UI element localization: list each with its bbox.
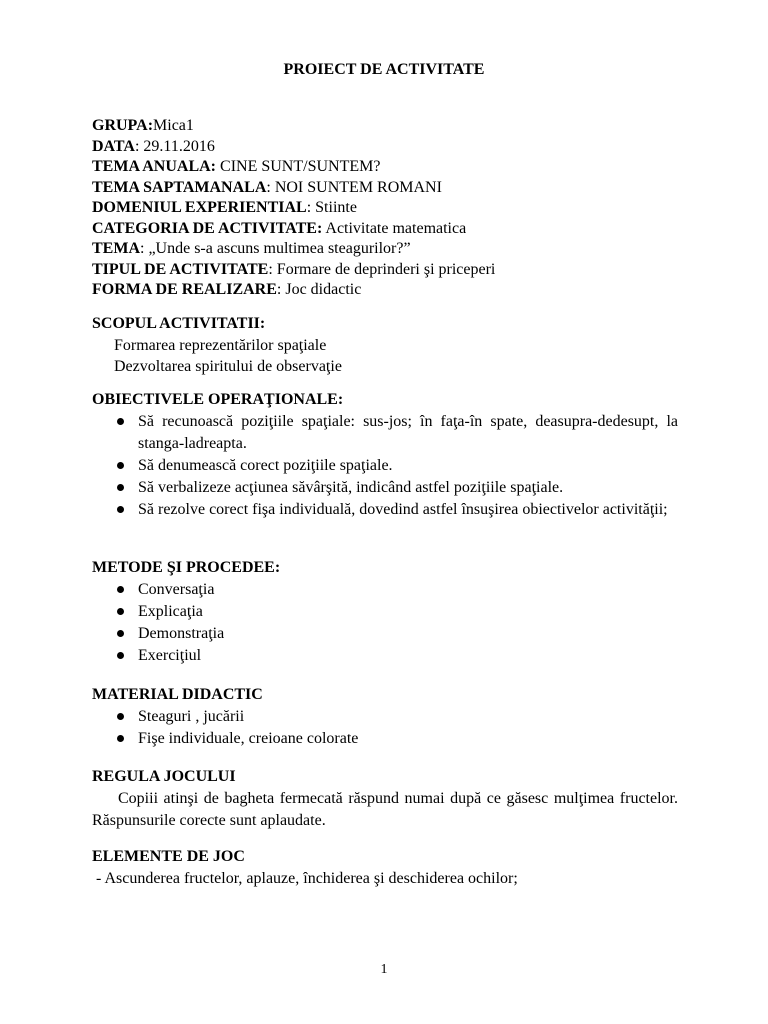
section-heading: ELEMENTE DE JOC [92, 848, 245, 865]
document-title: PROIECT DE ACTIVITATE [283, 61, 485, 78]
info-value: : Formare de deprinderi şi priceperi [268, 260, 496, 278]
info-tipul [92, 260, 678, 281]
section-regula [92, 766, 678, 832]
section-heading: METODE ŞI PROCEDEE: [92, 559, 281, 576]
info-label: GRUPA: [92, 117, 154, 134]
info-label: CATEGORIA DE ACTIVITATE: [92, 219, 323, 237]
section-metode [92, 557, 678, 667]
list-item-text: Conversaţia [138, 581, 215, 598]
info-value: : NOI SUNTEM ROMANI [266, 178, 442, 196]
info-forma [92, 280, 678, 301]
info-grupa [92, 116, 678, 137]
list-item-text: Să denumească corect poziţiile spaţiale. [138, 457, 393, 474]
section-heading: REGULA JOCULUI [92, 768, 236, 785]
scopul-line: Formarea reprezentărilor spaţiale [114, 337, 327, 354]
bullet-icon [117, 462, 124, 469]
list-item-text: Să recunoască poziţiile spaţiale: sus-jos; în faţa-în spate, deasupra-dedesupt, la stanga-ladreapta. [138, 413, 678, 452]
info-value: Mica1 [153, 117, 194, 134]
bullet-icon [117, 630, 124, 637]
section-heading: MATERIAL DIDACTIC [92, 686, 263, 703]
info-value: Activitate matematica [322, 219, 467, 237]
list-item [92, 477, 678, 499]
section-elemente [92, 846, 678, 890]
bullet-icon [117, 735, 124, 742]
info-label: DOMENIUL EXPERIENTIAL [92, 199, 307, 216]
info-value: : Joc didactic [276, 281, 362, 298]
info-value: CINE SUNT/SUNTEM? [216, 158, 381, 175]
bullet-icon [117, 608, 124, 615]
info-block [92, 116, 678, 301]
info-label: TEMA SAPTAMANALA [92, 178, 267, 196]
bullet-icon [117, 506, 124, 513]
bullet-icon [117, 418, 124, 425]
list-item-text: Fişe individuale, creioane colorate [138, 730, 359, 747]
section-obiective [92, 389, 678, 521]
list-item [92, 579, 678, 601]
material-list [92, 706, 678, 750]
elemente-text: - Ascunderea fructelor, aplauze, închiderea şi deschiderea ochilor; [92, 870, 518, 887]
list-item-text: Explicaţia [138, 603, 203, 620]
info-label: TEMA [92, 240, 140, 257]
list-item [92, 411, 678, 455]
list-item [92, 645, 678, 667]
info-tema [92, 239, 678, 260]
info-value: : „Unde s-a ascuns multimea steagurilor?” [140, 240, 411, 257]
list-item-text: Să verbalizeze acţiunea săvârşită, indicând astfel poziţiile spaţiale. [138, 479, 564, 496]
info-tema-saptamanala [92, 178, 678, 199]
bullet-icon [117, 713, 124, 720]
list-item-text: Demonstraţia [138, 625, 225, 642]
obiective-list [92, 411, 678, 521]
list-item [92, 728, 678, 750]
list-item [92, 601, 678, 623]
list-item-text: Exerciţiul [138, 647, 202, 664]
info-tema-anuala [92, 157, 678, 178]
info-data [92, 137, 678, 158]
info-domeniul [92, 198, 678, 219]
section-material [92, 684, 678, 750]
info-label: DATA [92, 137, 135, 155]
metode-list [92, 579, 678, 667]
info-label: TEMA ANUALA: [92, 158, 217, 175]
section-heading: OBIECTIVELE OPERAŢIONALE: [92, 391, 344, 408]
info-value: : 29.11.2016 [134, 137, 215, 155]
bullet-icon [117, 652, 124, 659]
page-number: 1 [380, 962, 388, 977]
regula-text: Copiii atinşi de bagheta fermecată răspund numai după ce găsesc mulţimea fructelor. Răspunsurile corecte sunt aplaudate. [92, 790, 678, 829]
list-item-text: Să rezolve corect fişa individuală, dovedind astfel însuşirea obiectivelor activităţii; [138, 501, 668, 518]
list-item [92, 623, 678, 645]
info-value: : Stiinte [306, 199, 357, 216]
scopul-line: Dezvoltarea spiritului de observaţie [114, 358, 342, 375]
bullet-icon [117, 586, 124, 593]
list-item [92, 706, 678, 728]
info-categoria [92, 219, 678, 240]
section-heading: SCOPUL ACTIVITATII: [92, 315, 266, 332]
info-label: FORMA DE REALIZARE [92, 281, 277, 298]
list-item [92, 499, 678, 521]
list-item [92, 455, 678, 477]
list-item-text: Steaguri , jucării [138, 708, 245, 725]
info-label: TIPUL DE ACTIVITATE [92, 260, 269, 278]
bullet-icon [117, 484, 124, 491]
section-scopul [92, 313, 678, 377]
